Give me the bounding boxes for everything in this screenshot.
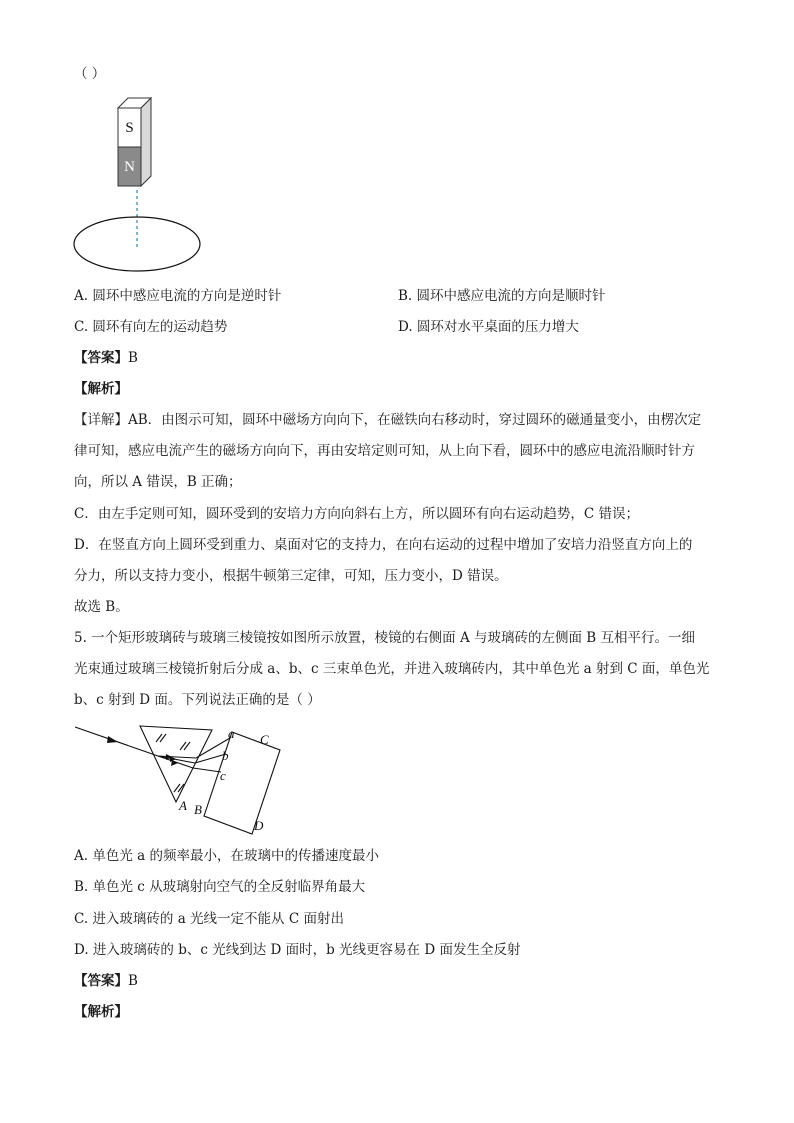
q4-detail-line-1: 【详解】AB．由图示可知，圆环中磁场方向向下，在磁铁向右移动时，穿过圆环的磁通量变小，由楞次定 xyxy=(74,412,702,428)
q5-stem-line-2: 光束通过玻璃三棱镜折射后分成 a、b、c 三束单色光，并进入玻璃砖内，其中单色光 a 射到 C 面，单色光 xyxy=(74,661,710,677)
label-A: A xyxy=(179,798,187,813)
magnet-ring-figure xyxy=(60,90,220,280)
q4-answer-value: B xyxy=(128,350,138,366)
label-b: b xyxy=(222,748,229,763)
bar-magnet xyxy=(118,98,151,186)
q4-option-d: D. 圆环对水平桌面的压力增大 xyxy=(398,319,579,335)
q4-detail-label: 【详解】 xyxy=(74,412,128,428)
q5-stem-line-3: b、c 射到 D 面。下列说法正确的是（ ） xyxy=(74,692,321,708)
q5-answer-value: B xyxy=(128,973,138,989)
glass-brick xyxy=(204,732,280,834)
label-C: C xyxy=(260,732,269,747)
q4-detail-line-4: C．由左手定则可知，圆环受到的安培力方向向斜右上方，所以圆环有向右运动趋势，C 错误； xyxy=(74,506,639,522)
label-a: a xyxy=(228,726,235,741)
q4-conclusion: 故选 B。 xyxy=(74,599,129,615)
q4-detail-line-6: 分力，所以支持力变小，根据牛顿第三定律，可知，压力变小，D 错误。 xyxy=(74,568,508,584)
q4-answer-bracket: （ ） xyxy=(74,66,106,82)
q5-stem-line-1: 5. 一个矩形玻璃砖与玻璃三棱镜按如图所示放置，棱镜的右侧面 A 与玻璃砖的左侧面 B 互相平行。一细 xyxy=(74,630,696,646)
ray-c xyxy=(193,768,221,772)
q5-option-d: D. 进入玻璃砖的 b、c 光线到达 D 面时，b 光线更容易在 D 面发生全反射 xyxy=(74,942,521,958)
q4-analysis-label: 【解析】 xyxy=(74,381,128,397)
prism-brick-figure xyxy=(70,718,290,838)
q4-answer-label: 【答案】 xyxy=(74,350,128,366)
label-c: c xyxy=(220,768,226,783)
q5-option-b: B. 单色光 c 从玻璃射向空气的全反射临界角最大 xyxy=(74,879,366,895)
q4-detail-line-5: D．在竖直方向上圆环受到重力、桌面对它的支持力，在向右运动的过程中增加了安培力沿竖直方向上的 xyxy=(74,537,693,553)
q5-option-a: A. 单色光 a 的频率最小，在玻璃中的传播速度最小 xyxy=(74,848,379,864)
q5-answer-label: 【答案】 xyxy=(74,973,128,989)
q4-option-c: C. 圆环有向左的运动趋势 xyxy=(74,319,228,335)
q5-answer xyxy=(74,971,138,991)
q4-option-a: A. 圆环中感应电流的方向是逆时针 xyxy=(74,288,282,304)
q4-answer xyxy=(74,348,138,368)
glass-prism xyxy=(140,726,212,802)
q5-analysis-label: 【解析】 xyxy=(74,1004,128,1020)
label-B: B xyxy=(194,802,202,817)
q4-detail-line-3: 向，所以 A 错误，B 正确； xyxy=(74,474,242,490)
q4-detail-line-2: 律可知，感应电流产生的磁场方向向下，再由安培定则可知，从上向下看，圆环中的感应电流沿顺时针方 xyxy=(74,443,695,459)
magnet-s-label: S xyxy=(125,120,134,136)
q5-option-c: C. 进入玻璃砖的 a 光线一定不能从 C 面射出 xyxy=(74,911,344,927)
magnet-n-label: N xyxy=(124,159,135,175)
label-D: D xyxy=(254,818,264,833)
incident-arrow xyxy=(107,736,118,743)
q4-option-b: B. 圆环中感应电流的方向是顺时针 xyxy=(398,288,606,304)
